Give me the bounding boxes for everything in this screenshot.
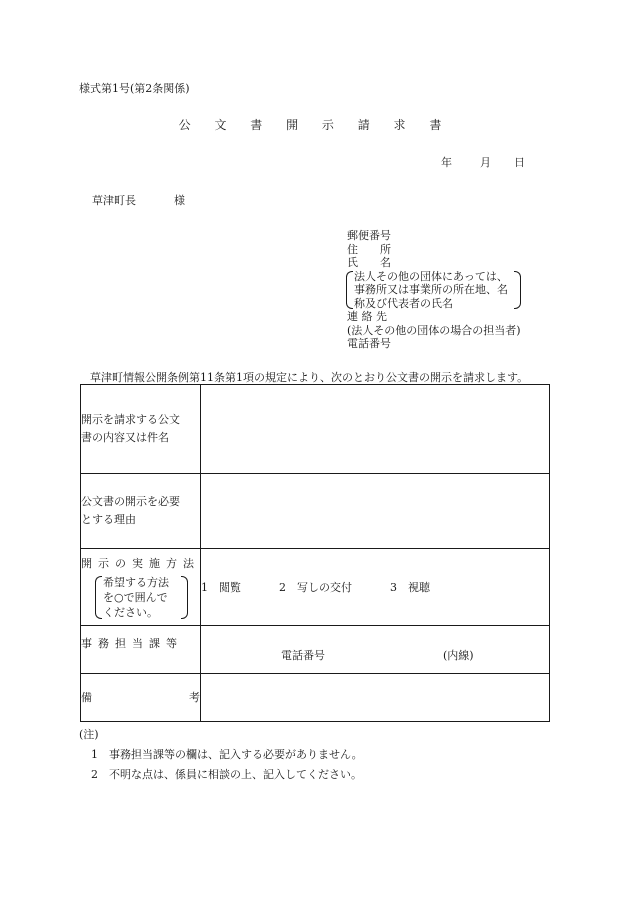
corporation-note-line: 法人その他の団体にあっては、 (354, 269, 508, 283)
note-item: 2 不明な点は、係員に相談の上、記入してください。 (91, 768, 362, 781)
method-options (201, 549, 550, 626)
address-label: 住 所 (347, 242, 391, 256)
table-row (81, 626, 550, 674)
option-copy[interactable]: 2 写しの交付 (279, 581, 352, 594)
remarks-label-char: 考 (189, 690, 200, 704)
table-row (81, 549, 550, 626)
document-label-line: 開示を請求する公文 (81, 413, 180, 426)
department-extension-label: (内線) (443, 648, 474, 662)
name-label: 氏 名 (347, 256, 391, 269)
applicant-info (347, 229, 521, 351)
corporation-note (346, 270, 521, 311)
corporation-note-line: 称及び代表者の氏名 (354, 296, 453, 310)
reason-label-line: 公文書の開示を必要 (81, 495, 180, 508)
remarks-label-char: 備 (81, 690, 92, 704)
postal-code-label: 郵便番号 (347, 229, 391, 242)
option-inspection[interactable]: 1 閲覧 (201, 581, 241, 594)
remarks-field[interactable] (201, 674, 550, 722)
form-number: 様式第1号(第2条関係) (79, 82, 190, 95)
page-title: 公 文 書 開 示 請 求 書 (178, 118, 452, 132)
notes (79, 725, 363, 785)
date-year-label: 年 (441, 156, 452, 169)
reason-field[interactable] (201, 474, 550, 549)
notes-heading: (注) (79, 728, 99, 741)
addressee (92, 194, 185, 207)
corporation-note-line: 事務所又は事業所の所在地、名 (354, 283, 508, 296)
date-day-label: 日 (514, 156, 525, 169)
reason-label (81, 474, 201, 549)
department-phone-label: 電話番号 (281, 648, 325, 662)
option-viewing[interactable]: 3 視聴 (390, 581, 430, 594)
department-label (81, 626, 201, 674)
request-statement: 草津町情報公開条例第11条第1項の規定により、次のとおり公文書の開示を請求します。 (90, 371, 529, 384)
department-label-text: 事務担当課等 (81, 636, 183, 650)
note-item: 1 事務担当課等の欄は、記入する必要がありません。 (91, 748, 363, 761)
table-row (81, 674, 550, 722)
method-note-line: ください。 (103, 605, 158, 619)
request-form-table (80, 384, 550, 722)
method-note (95, 575, 188, 620)
table-row (81, 474, 550, 549)
contact-note: (法人その他の団体の場合の担当者) (347, 323, 521, 337)
method-note-line: を○で囲んで (103, 590, 168, 604)
addressee-name: 草津町長 (92, 194, 136, 207)
document-field[interactable] (201, 385, 550, 474)
department-field (201, 626, 550, 674)
date-month-label: 月 (480, 156, 491, 169)
document-label-line: 書の内容又は件名 (81, 431, 169, 444)
remarks-label (81, 674, 201, 722)
addressee-honorific: 様 (174, 194, 185, 207)
document-label (81, 385, 201, 474)
contact-label: 連 絡 先 (347, 310, 387, 323)
phone-label: 電話番号 (347, 337, 391, 350)
method-label (81, 549, 201, 626)
table-row (81, 385, 550, 474)
reason-label-line: とする理由 (81, 513, 136, 526)
method-note-line: 希望する方法 (103, 575, 169, 589)
method-label-text: 開示の実施方法 (81, 556, 200, 570)
